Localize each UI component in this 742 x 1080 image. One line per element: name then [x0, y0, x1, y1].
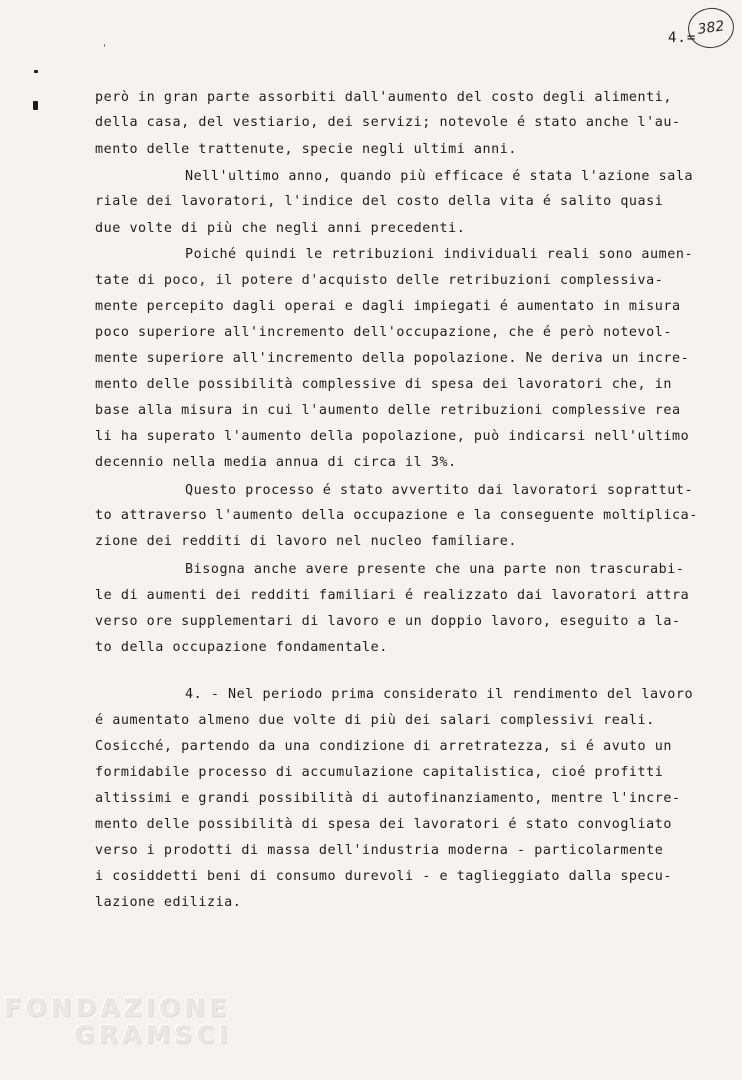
archive-number: 382 — [696, 18, 726, 38]
text-line: altissimi e grandi possibilità di autofinanziamento, mentre l'incre- — [95, 791, 681, 806]
text-line: tate di poco, il potere d'acquisto delle retribuzioni complessiva- — [95, 273, 664, 288]
text-line: poco superiore all'incremento dell'occupazione, che é però notevol- — [95, 325, 672, 340]
text-line: Bisogna anche avere presente che una parte non trascurabi- — [185, 562, 685, 577]
text-line: formidabile processo di accumulazione capitalistica, cioé profitti — [95, 765, 664, 780]
text-line: due volte di più che negli anni precedenti. — [95, 221, 466, 236]
text-line: verso ore supplementari di lavoro e un doppio lavoro, eseguito a la- — [95, 614, 681, 629]
text-line: però in gran parte assorbiti dall'aumento del costo degli alimenti, — [95, 90, 672, 105]
margin-mark — [104, 44, 105, 47]
margin-mark — [33, 101, 38, 110]
text-line: 4. - Nel periodo prima considerato il rendimento del lavoro — [185, 687, 694, 702]
text-line: to della occupazione fondamentale. — [95, 640, 388, 655]
page-number: 4.= — [668, 30, 697, 46]
text-line: mento delle possibilità di spesa dei lavoratori é stato convogliato — [95, 817, 672, 832]
text-line: della casa, del vestiario, dei servizi; notevole é stato anche l'au- — [95, 115, 681, 130]
text-line: mento delle trattenute, specie negli ultimi anni. — [95, 142, 517, 157]
margin-mark — [34, 70, 38, 73]
text-line: decennio nella media annua di circa il 3%. — [95, 455, 457, 470]
text-line: zione dei redditi di lavoro nel nucleo familiare. — [95, 534, 517, 549]
text-line: Nell'ultimo anno, quando più efficace é stata l'azione sala — [185, 169, 694, 184]
text-line: lazione edilizia. — [95, 895, 242, 910]
text-line: riale dei lavoratori, l'indice del costo della vita é salito quasi — [95, 194, 664, 209]
text-line: Questo processo é stato avvertito dai lavoratori soprattut- — [185, 483, 694, 498]
text-line: i cosiddetti beni di consumo durevoli - e taglieggiato dalla specu- — [95, 869, 672, 884]
text-line: mente superiore all'incremento della popolazione. Ne deriva un incre- — [95, 351, 690, 366]
watermark-logo: FONDAZIONE GRAMSCI — [4, 993, 232, 1049]
text-line: Poiché quindi le retribuzioni individuali reali sono aumen- — [185, 247, 694, 262]
text-line: le di aumenti dei redditi familiari é realizzato dai lavoratori attra — [95, 588, 690, 603]
text-line: base alla misura in cui l'aumento delle retribuzioni complessive rea — [95, 403, 681, 418]
text-line: li ha superato l'aumento della popolazione, può indicarsi nell'ultimo — [95, 429, 690, 444]
text-line: mento delle possibilità complessive di spesa dei lavoratori che, in — [95, 377, 672, 392]
text-line: é aumentato almeno due volte di più dei salari complessivi reali. — [95, 713, 655, 728]
text-line: to attraverso l'aumento della occupazione e la conseguente moltiplica- — [95, 508, 698, 523]
text-line: Cosicché, partendo da una condizione di arretratezza, si é avuto un — [95, 739, 672, 754]
text-line: mente percepito dagli operai e dagli impiegati é aumentato in misura — [95, 299, 681, 314]
text-line: verso i prodotti di massa dell'industria moderna - particolarmente — [95, 843, 664, 858]
